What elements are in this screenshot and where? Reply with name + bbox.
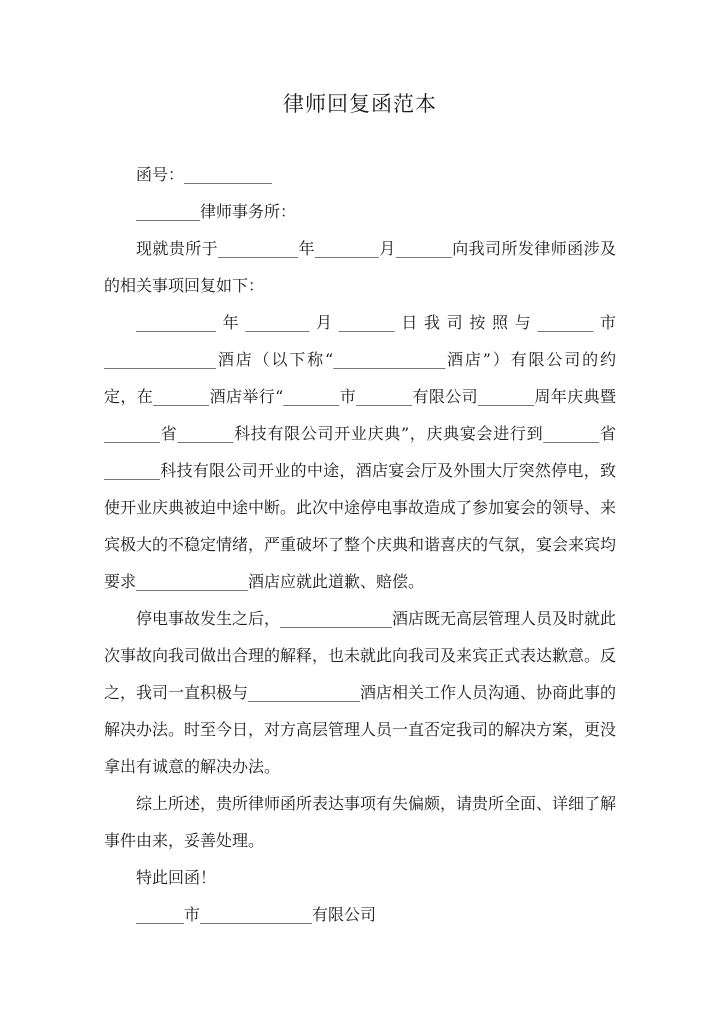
closing-line: 特此回函！ bbox=[136, 868, 217, 887]
paragraph-aftermath: 停电事故发生之后，______________酒店既无高层管理人员及时就此次事故向我司做出合理的解释，也未就此向我司及来宾正式表达歉意。反之，我司一直积极与______________酒店相关工作人员沟通、协商此事的解决办法。时至今日，对方高层管理人员一直否定我司的解决方案，更没拿出有诚意的解决办法。 bbox=[104, 609, 617, 776]
paragraph-intro: 现就贵所于__________年________月_______向我司所发律师函涉及的相关事项回复如下： bbox=[104, 239, 616, 295]
document-title: 律师回复函范本 bbox=[283, 92, 437, 116]
addressee: ________律师事务所： bbox=[136, 202, 297, 221]
letter-number: 函号：___________ bbox=[136, 165, 273, 184]
paragraph-incident: __________年________月_______日我司按照与_______市______________酒店（以下称“______________酒店”）有限公司的约定，在_______酒店举行“_______市_______有限公司_______周年庆典暨_______省_______科技有限公司开业庆典”，庆典宴会进行到_______省_______科技有限公司开业的中途，酒店宴会厅及外围大厅突然停电，致使开业庆典被迫中途中断。此次中途停电事故造成了参加宴会的领导、来宾极大的不稳定情绪，严重破坏了整个庆典和谐喜庆的气氛，宴会来宾均要求______________酒店应就此道歉、赔偿。 bbox=[104, 313, 617, 591]
signature-line: ______市______________有限公司 bbox=[136, 905, 377, 924]
paragraph-conclusion: 综上所述，贵所律师函所表达事项有失偏颇，请贵所全面、详细了解事件由来，妥善处理。 bbox=[104, 794, 617, 850]
